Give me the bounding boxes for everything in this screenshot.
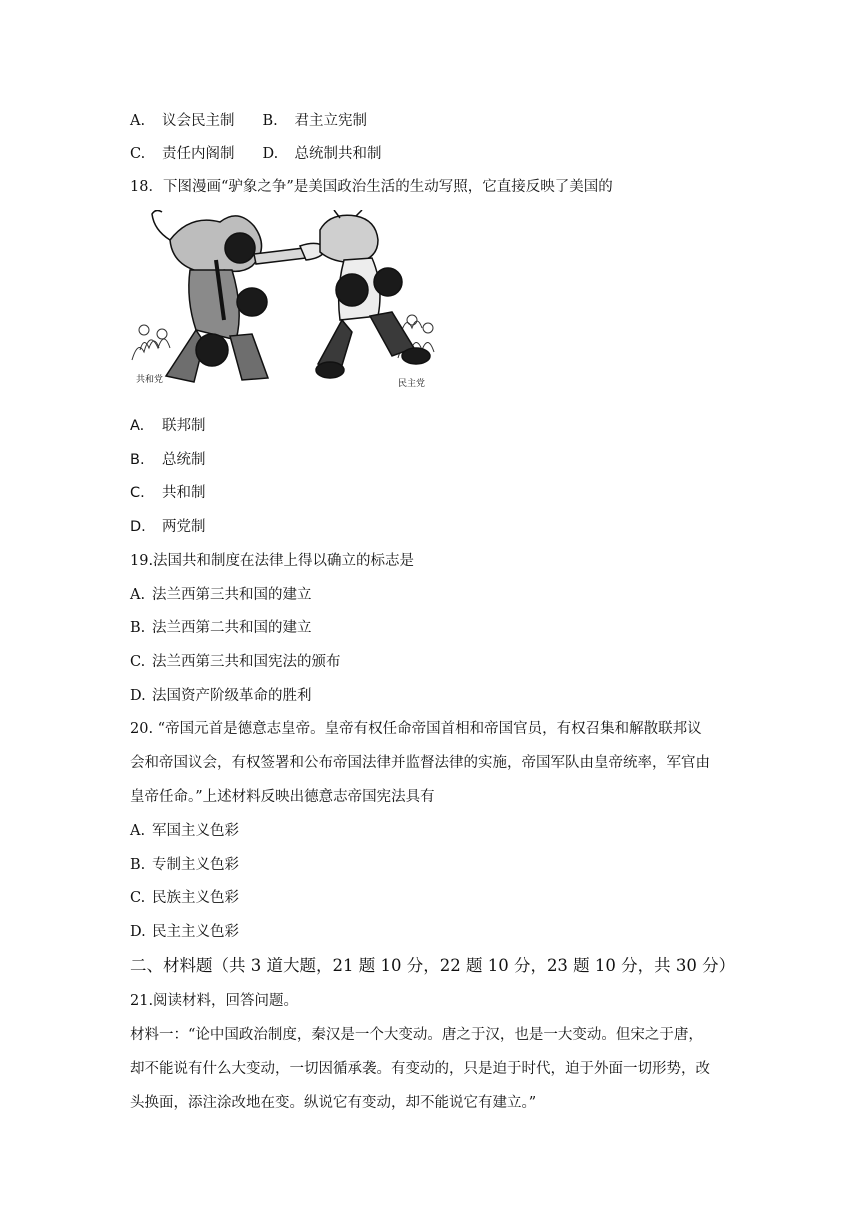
q17-option-c-letter: C. <box>130 146 146 162</box>
q19-option-a <box>130 585 312 605</box>
q20-option-b <box>130 855 239 875</box>
cartoon-label-republican: 共和党 <box>136 375 164 385</box>
q18-option-d-text: 两党制 <box>162 519 206 535</box>
q18-option-b <box>130 450 206 470</box>
q18-option-d-letter: D. <box>130 519 146 535</box>
q19-option-d-letter: D. <box>130 688 146 704</box>
q21-material-line-3: 头换面，添注涂改地在变。纵说它有变动，却不能说它有建立。” <box>130 1095 537 1111</box>
donkey-elephant-cartoon <box>130 210 442 392</box>
q18-option-a-text: 联邦制 <box>162 418 206 434</box>
q19-option-b-text: 法兰西第二共和国的建立 <box>152 620 312 636</box>
q18-option-c-text: 共和制 <box>162 485 206 501</box>
q20-stem-line-1: 20. “帝国元首是德意志皇帝。皇帝有权任命帝国首相和帝国官员，有权召集和解散联邦议 <box>130 721 702 737</box>
q17-option-c-text: 责任内阁制 <box>162 146 235 162</box>
q20-stem-line-2: 会和帝国议会，有权签署和公布帝国法律并监督法律的实施，帝国军队由皇帝统率，军官由 <box>130 755 710 771</box>
q21-material-line-2: 却不能说有什么大变动，一切因循承袭。有变动的，只是迫于时代，迫于外面一切形势，改 <box>130 1061 710 1077</box>
q19-option-b-letter: B. <box>130 620 146 636</box>
q20-option-b-text: 专制主义色彩 <box>152 857 239 873</box>
q21-stem: 21.阅读材料，回答问题。 <box>130 993 299 1009</box>
q17-option-a-letter: A. <box>130 113 146 129</box>
q19-option-b <box>130 618 312 638</box>
q20-option-b-letter: B. <box>130 857 146 873</box>
q19-option-a-text: 法兰西第三共和国的建立 <box>152 587 312 603</box>
q18-option-b-letter: B. <box>130 452 145 468</box>
q18-option-c-letter: C. <box>130 485 145 501</box>
q20-option-d-letter: D. <box>130 924 146 940</box>
q18-option-c <box>130 483 206 503</box>
q20-option-c <box>130 888 239 908</box>
q20-option-d <box>130 922 239 942</box>
q17-option-d-letter: D. <box>262 146 279 162</box>
q18-option-a-letter: A. <box>130 418 145 434</box>
q17-option-b-text: 君主立宪制 <box>294 113 367 129</box>
cartoon-label-democrat: 民主党 <box>398 379 426 389</box>
q20-stem-line-3: 皇帝任命。”上述材料反映出德意志帝国宪法具有 <box>130 789 435 805</box>
q19-option-c-letter: C. <box>130 654 146 670</box>
q20-option-a-letter: A. <box>130 823 146 839</box>
q20-option-c-letter: C. <box>130 890 146 906</box>
q17-option-a-text: 议会民主制 <box>162 113 235 129</box>
q17-option-d-text: 总统制共和制 <box>294 146 382 162</box>
q20-option-a <box>130 821 239 841</box>
q17-option-b-letter: B. <box>262 113 278 129</box>
q18-option-d <box>130 517 206 537</box>
q21-material-line-1: 材料一：“论中国政治制度，秦汉是一个大变动。唐之于汉，也是一大变动。但宋之于唐， <box>130 1027 703 1043</box>
q19-option-d-text: 法国资产阶级革命的胜利 <box>152 688 312 704</box>
q18-stem: 18．下图漫画“驴象之争”是美国政治生活的生动写照，它直接反映了美国的 <box>130 179 613 195</box>
q20-option-c-text: 民族主义色彩 <box>152 890 239 906</box>
section2-heading: 二、材料题（共 3 道大题，21 题 10 分，22 题 10 分，23 题 10 分，共 30 分） <box>130 956 736 975</box>
q19-option-c-text: 法兰西第三共和国宪法的颁布 <box>152 654 341 670</box>
q19-option-d <box>130 686 312 706</box>
q18-option-a <box>130 416 206 436</box>
q20-option-d-text: 民主主义色彩 <box>152 924 239 940</box>
q19-option-a-letter: A. <box>130 587 146 603</box>
q17-options-row-1 <box>130 111 367 131</box>
q19-option-c <box>130 652 341 672</box>
q19-stem: 19.法国共和制度在法律上得以确立的标志是 <box>130 553 415 569</box>
q20-option-a-text: 军国主义色彩 <box>152 823 239 839</box>
q18-option-b-text: 总统制 <box>162 452 206 468</box>
q17-options-row-2 <box>130 144 382 164</box>
